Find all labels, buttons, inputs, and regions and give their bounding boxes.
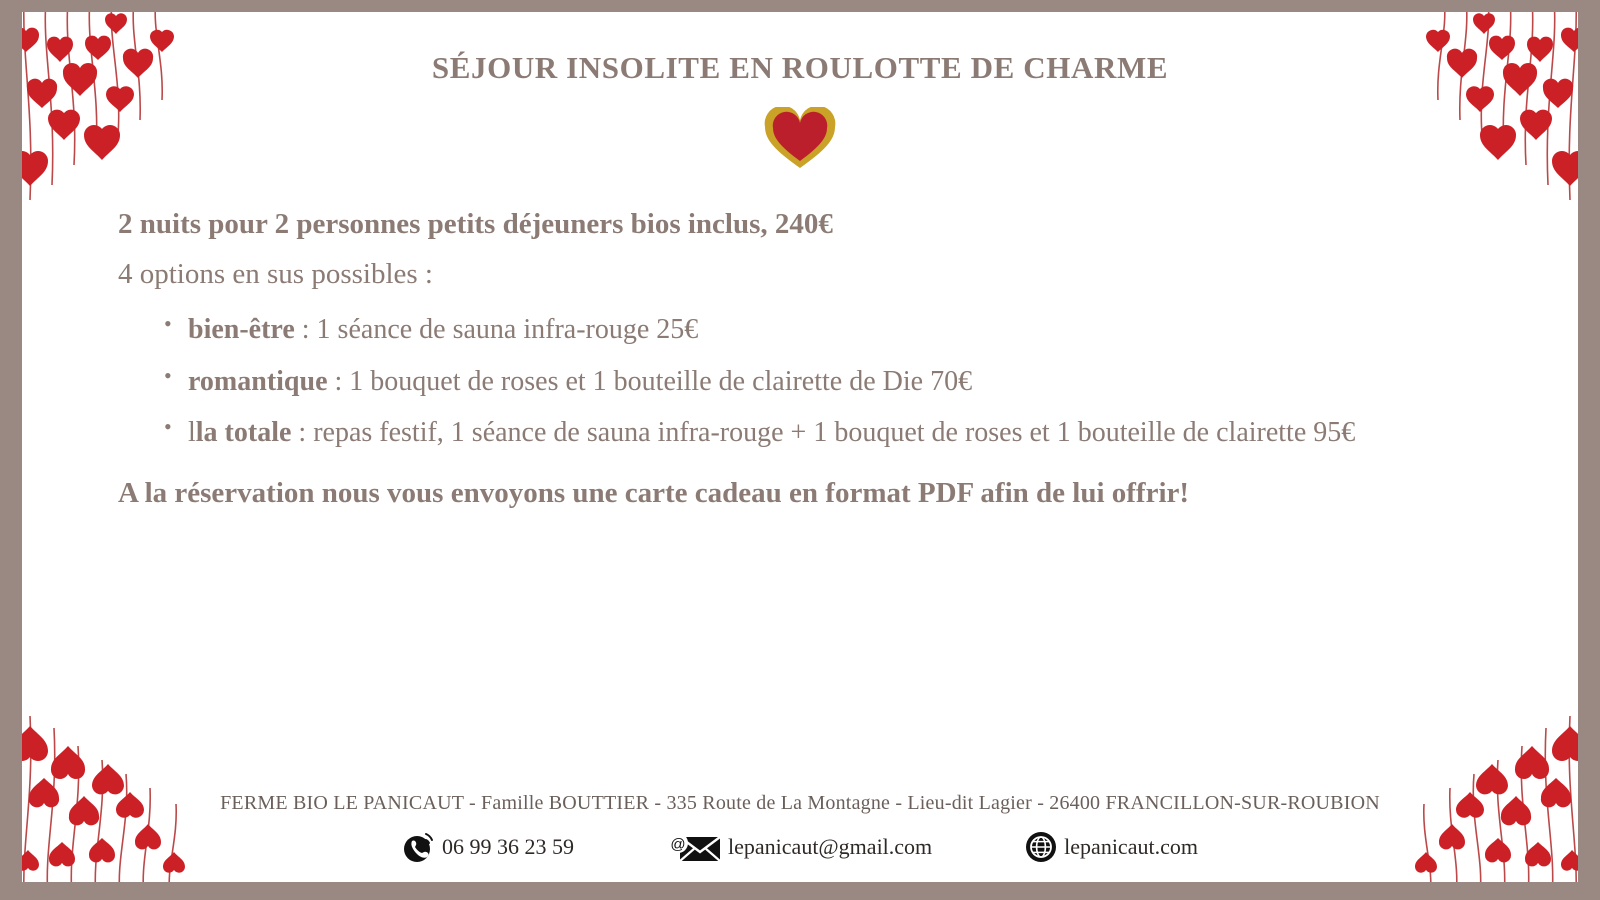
heart-cluster-top-left-icon [22,12,242,220]
option-detail: : repas festif, 1 séance de sauna infra-rouge + 1 bouquet de roses et 1 bouteille de clairette 95€ [291,417,1356,449]
phone-number: 06 99 36 23 59 [442,834,575,859]
globe-icon [1024,830,1058,864]
envelope-icon [666,830,722,864]
option-detail: : 1 bouquet de roses et 1 bouteille de clairette de Die 70€ [327,365,973,397]
footer-contacts [22,830,1578,864]
offer-body [118,200,1488,519]
frame-border-right [1578,0,1600,900]
heart-cluster-top-right-icon [1358,12,1578,220]
closing-note: A la réservation nous vous envoyons une carte cadeau en format PDF afin de lui offrir! [118,477,1190,510]
heart-badge-icon [762,107,838,176]
svg-text:@: @ [670,836,686,853]
email-address: lepanicaut@gmail.com [728,834,933,859]
options-intro: 4 options en sus possibles : [118,257,433,290]
frame-border-top [0,0,1600,12]
option-name: bien-être [188,313,295,345]
footer-address: FERME BIO LE PANICAUT - Famille BOUTTIER - 335 Route de La Montagne - Lieu-dit Lagier - 26400 FRANCILLON-SUR-ROUBION [220,792,1380,814]
option-name: la totale [195,417,292,449]
offer-headline: 2 nuits pour 2 personnes petits déjeuners bios inclus, 240€ [118,208,833,240]
poster-inner [22,12,1578,882]
option-name: romantique [188,365,328,397]
frame-border-left [0,0,22,900]
contact-phone[interactable] [402,830,574,864]
list-item [164,407,1488,459]
phone-icon [402,830,436,864]
option-prefix: l [188,417,196,449]
list-item [164,356,1488,408]
frame-border-bottom [0,882,1600,900]
list-item [164,304,1488,356]
contact-website[interactable] [1024,830,1198,864]
website-address: lepanicaut.com [1064,834,1198,859]
option-detail: : 1 séance de sauna infra-rouge 25€ [294,313,699,345]
page-title: SÉJOUR INSOLITE EN ROULOTTE DE CHARME [431,50,1169,85]
contact-email[interactable] [666,830,932,864]
options-list [118,304,1488,459]
